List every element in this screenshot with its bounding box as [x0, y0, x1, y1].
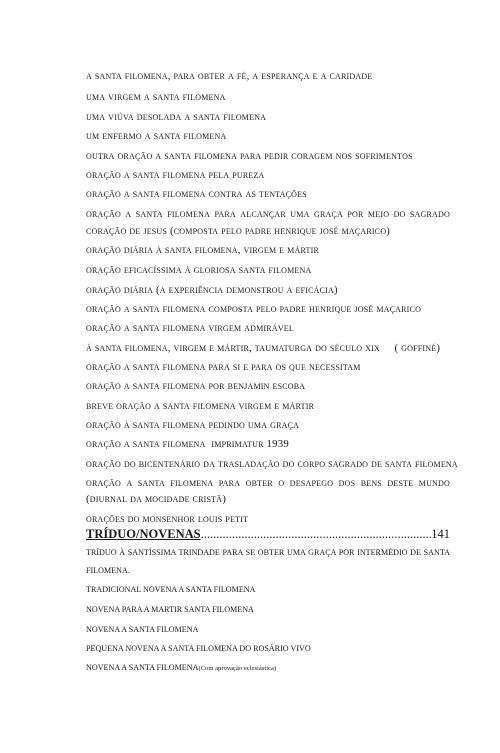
toc-entry: oração a santa filomena composta pelo padre henrique josé maçarico	[86, 303, 422, 315]
toc-entry: oração do bicentenário da trasladação do corpo sagrado de santa filomena	[86, 458, 458, 470]
toc-entry: oração a santa filomena virgem admirável	[86, 322, 294, 334]
toc-entry: PEQUENA NOVENA A SANTA FILOMENA DO ROSÁRIO VIVO	[86, 644, 311, 653]
toc-entry: oração a santa filomena por benjamin escoba	[86, 380, 306, 392]
toc-entry: NOVENA PARA A MARTIR SANTA FILOMENA	[86, 605, 254, 614]
toc-entry-continued: FILOMENA.	[86, 566, 130, 575]
toc-entry: orações do monsenhor louis petit	[86, 513, 249, 525]
toc-entry: uma virgem a santa filomena	[86, 91, 226, 103]
toc-entry: oração a santa filomena para si e para os que necessitam	[86, 361, 361, 373]
toc-entry: á santa filomena, virgem e mártir, taumaturga do século xix ( goffiné)	[86, 342, 441, 354]
approval-note: (Com aprovação eclesiástica)	[198, 665, 277, 672]
section-page-number: 141	[431, 527, 450, 541]
toc-entry: a santa filomena, para obter a fé, a esperança e a caridade	[86, 70, 373, 82]
section-title: TRÍDUO/NOVENAS	[86, 527, 201, 541]
toc-entry: oração eficacíssima à gloriosa santa filomena	[86, 264, 312, 276]
toc-entry: oração à santa filomena pedindo uma graça	[86, 419, 300, 431]
toc-entry: oração a santa filomena contra as tentações	[86, 188, 307, 200]
toc-entry: uma viúva desolada a santa filomena	[86, 111, 267, 123]
toc-entry: oração a santa filomena imprimatur 1939	[86, 438, 289, 450]
toc-entry: um enfermo a santa filomena	[86, 130, 227, 142]
toc-entry: oração a santa filomena para alcançar uma graça por meio do sagrado	[86, 208, 450, 220]
section-heading	[86, 527, 450, 542]
toc-entry: oração a santa filomena pela pureza	[86, 169, 265, 181]
toc-entry: NOVENA A SANTA FILOMENA	[86, 625, 199, 634]
toc-entry-continued: coração de jesus (composta pelo padre henrique josé maçarico)	[86, 225, 391, 237]
toc-entry: TRÍDUO À SANTÍSSIMA TRINDADE PARA SE OBTER UMA GRAÇA POR INTERMÉDIO DE SANTA	[86, 548, 450, 557]
toc-entry	[86, 663, 276, 672]
toc-entry-label: NOVENA A SANTA FILOMENA	[86, 663, 199, 672]
toc-entry: breve oração a santa filomena virgem e mártir	[86, 400, 315, 412]
toc-entry: outra oração a santa filomena para pedir coragem nos sofrimentos	[86, 150, 413, 162]
leader-dots	[201, 527, 432, 542]
toc-entry: oração diária à santa filomena, virgem e mártir	[86, 244, 319, 256]
toc-entry-continued: (diurnal da mocidade cristã)	[86, 493, 226, 505]
toc-entry: oração a santa filomena para obter o desapego dos bens deste mundo	[86, 477, 450, 489]
toc-entry: oração diária (a experiência demonstrou a eficácia)	[86, 284, 338, 296]
toc-entry: TRADICIONAL NOVENA A SANTA FILOMENA	[86, 585, 256, 594]
